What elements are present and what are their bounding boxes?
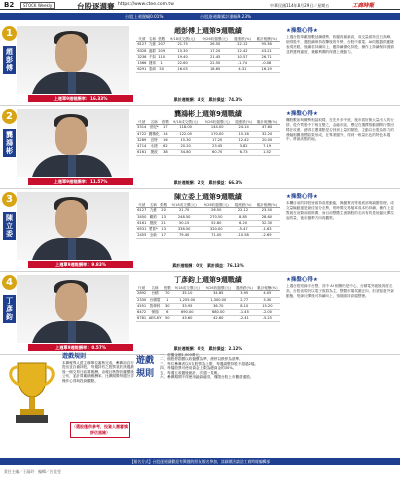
trader-section — [0, 190, 400, 272]
rule-item: 四、每檔股票可使用資金上限為總資金的30%。 — [160, 366, 237, 371]
table-cell: 6781 — [137, 316, 147, 321]
table-cell: 3.82 — [233, 143, 254, 149]
col-close: 9/26收盤價(元) — [200, 202, 232, 208]
table-cell: 1,300.00 — [203, 297, 234, 303]
rule-item: 五、每週五收盤後統計，次週一見報。 — [160, 370, 222, 375]
table-cell: 60.70 — [201, 150, 233, 156]
table-cell: 6472 — [137, 309, 147, 314]
table-cell: 15.18 — [233, 131, 254, 137]
col-change: 週漲跌(%) — [233, 119, 254, 125]
table-title: 趙彭傅上週第9週戰績 — [174, 27, 242, 35]
table-cell: 4722 — [137, 131, 147, 136]
table-cell: 14 — [161, 131, 170, 137]
table-cell: 20 — [159, 208, 168, 214]
table-cell: 21.70 — [168, 208, 200, 214]
table-cell: 愛普* — [148, 226, 158, 231]
table-title: 陳立委上週第9週戰績 — [174, 193, 242, 201]
issue-date: 中華民國114年8月29日／星期五 — [270, 2, 330, 8]
holdings-table — [136, 119, 280, 156]
rule-item: 六、參賽期間不得使用融資融券，僅限台股上市櫃普通股。 — [160, 375, 254, 380]
opinion-box — [286, 26, 396, 54]
return-rate-banner: 上週單9週報酬率：9.83% — [28, 261, 133, 268]
table-cell: 3236 — [137, 54, 147, 59]
col-close: 9/26收盤價(元) — [203, 285, 234, 291]
col-buy: 9/18成交價(元) — [168, 202, 200, 208]
col-change: 週漲跌(%) — [232, 202, 254, 208]
opinion-text: 本欄目前的持股皆維持高度動能，操盤實況等看底部與調節管理，成交量輪動還是最佳加分走勢，短時間交易頻率成本仍持續，操作上並暫緩在這類前面推薦，而目前整體主流類股的走向有的是低檔反彈拉起的量，後市盤勢方向再觀察。 — [286, 201, 394, 220]
col-code: 代號 — [136, 119, 147, 125]
table-cell: 智伸科 — [147, 303, 163, 309]
table-cell: 144.00 — [201, 125, 233, 131]
opinion-box — [286, 275, 396, 299]
col-shares: 張數 — [158, 36, 166, 41]
table-cell: -0.08 — [253, 60, 280, 66]
table-cell: 22.12 — [232, 208, 254, 214]
rules-left-text: 本賽報導人經主辦單位審核完成，參賽前自行提出並自備持股，每週持有之股票須於該週最後一個交易日結算報酬，由報社核對收盤價後公布，並計算累積報酬率，比賽期間每週分享操作心得與投資觀點。 — [62, 360, 134, 383]
table-cell: 15.30 — [166, 48, 199, 54]
table-cell: 690.00 — [172, 309, 203, 315]
table-cell: 30 — [163, 303, 172, 309]
table-cell: 338.50 — [168, 226, 200, 232]
rule-item: 三、每位參賽者以5支股票為上限，每週調整持股不超過2檔。 — [160, 361, 259, 366]
trader-name: 陳立委 — [3, 212, 16, 240]
table-cell: 2330 — [137, 297, 147, 302]
table-cell: -2.41 — [234, 316, 255, 322]
table-cell: 10.57 — [231, 54, 253, 60]
table-cell: 52.80 — [200, 220, 232, 226]
table-cell: 32.30 — [254, 220, 280, 226]
table-cell: 17.20 — [199, 48, 232, 54]
col-name: 名稱 — [148, 202, 159, 208]
table-cell: -5.47 — [232, 226, 254, 232]
table-cell: 8.10 — [234, 303, 255, 309]
rank-badge: 1 — [2, 26, 17, 41]
table-cell: 九豪 — [148, 42, 157, 47]
table-cell: 千如 — [148, 54, 157, 59]
opinion-title: ★操盤心得★ — [286, 28, 318, 34]
table-cell: 保瑞 — [147, 309, 163, 315]
table-cell: 4.05 — [255, 291, 280, 297]
col-buy: 9/18成交價(元) — [170, 119, 202, 125]
table-cell: 15.20 — [255, 303, 280, 309]
rule-item: 二、個股停損價以收盤價為準，漲停以跌停為基準。 — [160, 357, 243, 362]
rank-badge: 4 — [2, 275, 17, 290]
table-cell: 九豪 — [148, 208, 159, 214]
table-cell: 22.12 — [231, 42, 253, 48]
table-cell: 聯鈞 — [148, 214, 159, 220]
page-title: 台股逐週賽 — [77, 1, 115, 11]
page-number: B2 — [4, 1, 15, 9]
table-cell: 全新 — [148, 233, 159, 239]
section-total: 累計週報酬：0支 累計損益：76.13% — [172, 263, 244, 268]
table-cell: 1 — [163, 297, 172, 303]
table-cell: 320.00 — [200, 226, 232, 232]
table-cell: 16.05 — [166, 67, 199, 73]
newspaper-logo: 工商時報 — [352, 3, 375, 9]
table-cell: 4551 — [137, 303, 147, 308]
col-shares: 張數 — [163, 285, 171, 290]
table-cell: 16 — [161, 137, 170, 143]
table-cell: 1566 — [137, 60, 147, 65]
col-close: 9/26收盤價(元) — [201, 119, 233, 125]
col-return: 累計報酬(%) — [253, 36, 280, 42]
table-cell: 6 — [163, 309, 172, 315]
table-cell: 26.50 — [200, 208, 232, 214]
table-cell: 34.85 — [203, 291, 234, 297]
table-cell: 捷邦 — [148, 60, 157, 65]
col-code: 代號 — [136, 285, 147, 291]
table-cell: 4.31 — [231, 67, 253, 73]
trophy-icon — [4, 357, 60, 429]
table-cell: -2.00 — [255, 309, 280, 315]
trader-name: 趙彭傅 — [3, 46, 16, 74]
trader-photo — [17, 275, 129, 343]
trader-name: 龔鴻彬 — [3, 129, 16, 157]
table-cell: 26.50 — [199, 42, 232, 48]
rules-heading: 遊戲規則 — [136, 356, 155, 379]
table-cell: 22.50 — [199, 60, 232, 66]
table-cell: 50 — [157, 67, 166, 73]
table-cell: 21.75 — [166, 42, 199, 48]
opinion-title: ★操盤心得★ — [286, 111, 318, 117]
col-shares: 張數 — [159, 202, 168, 207]
table-cell: 95.36 — [253, 42, 280, 48]
table-cell: 6.73 — [233, 150, 254, 156]
table-cell: 1,255.00 — [172, 297, 203, 303]
index-bar — [0, 13, 400, 20]
table-cell: -10.58 — [232, 233, 254, 239]
holdings-table — [136, 285, 280, 322]
trader-photo — [17, 192, 129, 260]
table-cell: 79.40 — [168, 233, 200, 239]
holdings-table — [136, 202, 280, 239]
table-cell: 1 — [157, 60, 166, 66]
opinion-box — [286, 109, 396, 142]
return-rate-banner: 上週單9週報酬率：16.33% — [28, 95, 133, 102]
table-cell: 3.30 — [255, 297, 280, 303]
table-cell: 6328 — [137, 48, 147, 53]
table-cell: 17 — [159, 233, 168, 239]
col-change: 週漲跌(%) — [231, 36, 253, 42]
trader-photo — [17, 26, 129, 94]
rank-badge: 3 — [2, 192, 17, 207]
trader-section — [0, 107, 400, 189]
opinion-text: 上週台股短線平台整，其中 AI 相關仍是中心，台積電突破後再度走高，台股表現仍以電子族群為主，整體市場氛圍正向，但須留意外資動態，短線反彈後可持續向上，預期維持高檔整理。 — [286, 284, 394, 298]
table-cell: 12.42 — [233, 137, 254, 143]
opinion-box — [286, 192, 396, 220]
return-rate-banner: 上週單9週報酬率：0.57% — [28, 344, 133, 351]
disclaimer-box: （選股僅供參考，投資人應審慎評估風險） — [70, 422, 130, 438]
table-cell: 20.00 — [254, 137, 280, 143]
table-cell: -1.74 — [231, 60, 253, 66]
table-cell: 4714 — [137, 143, 147, 148]
index-weekly: 台股上週漲幅0.01% — [125, 14, 164, 19]
table-cell: 台積 — [147, 291, 163, 297]
table-cell: 118.00 — [170, 125, 202, 131]
table-row — [136, 316, 280, 322]
trader-section — [0, 273, 400, 355]
rules-list — [160, 353, 396, 380]
table-cell: 12.42 — [231, 48, 253, 54]
table-row — [136, 150, 280, 156]
trader-section — [0, 24, 400, 106]
table-cell: 2.77 — [234, 297, 255, 303]
table-cell: 6127 — [137, 208, 147, 213]
trader-name: 丁彥鈞 — [3, 295, 16, 323]
table-cell: -2.69 — [254, 233, 280, 239]
table-cell: 國精化 — [148, 131, 160, 136]
table-cell: 3289 — [137, 137, 147, 142]
table-row — [136, 67, 280, 73]
page-header — [0, 0, 400, 10]
signup-strip: 【報名方式】台股逐週賽歡迎有興趣的朋友報名參加，詳細辦法請洽工商時報編輯部 — [0, 458, 400, 465]
table-cell: 永捷 — [147, 143, 160, 149]
table-cell: 6291 — [137, 67, 147, 72]
col-return: 累計報酬(%) — [254, 202, 280, 208]
table-cell: 13 — [159, 226, 168, 232]
rules-left — [62, 353, 136, 383]
table-cell: 6161 — [137, 220, 147, 225]
table-cell: 248.50 — [168, 214, 200, 220]
table-cell: 43.21 — [253, 48, 280, 54]
table-title: 丁彥鈞上週第9週戰績 — [174, 276, 242, 284]
section-total: 累計週報酬：2支 累計損益：66.3% — [173, 180, 243, 185]
table-cell: 170.00 — [201, 131, 233, 137]
table-cell: 23.45 — [201, 143, 233, 149]
table-cell: 6.20 — [232, 220, 254, 226]
rule-item: 一、虛擬金額1,000萬元。 — [160, 353, 203, 357]
holdings-table — [136, 36, 280, 73]
table-cell: 35.10 — [172, 291, 203, 297]
table-title: 龔鴻彬上週第9週戰績 — [174, 110, 242, 118]
section-tag: STOCK Weekly — [20, 2, 55, 9]
table-cell: 16.19 — [253, 67, 280, 73]
table-cell: 宜特 — [147, 137, 160, 143]
table-cell: -1.45 — [234, 309, 255, 315]
site-url[interactable]: https://www.ctee.com.tw — [118, 2, 174, 7]
col-buy: 9/18成交價(元) — [172, 285, 203, 291]
table-cell: AES-KY — [148, 316, 162, 321]
col-name: 名稱 — [147, 285, 163, 291]
table-cell: 2892 — [137, 291, 147, 296]
table-cell: 26.71 — [253, 54, 280, 60]
table-cell: 207 — [158, 42, 166, 47]
table-cell: 38 — [161, 150, 170, 156]
table-cell: 42.60 — [203, 316, 234, 322]
table-cell: 33.95 — [172, 303, 203, 309]
table-cell: 捷波 — [147, 150, 160, 156]
table-cell: 8.85 — [232, 214, 254, 220]
table-cell: 43.60 — [172, 316, 203, 322]
table-cell: 18.65 — [199, 67, 232, 73]
table-cell: 台積電 — [147, 297, 163, 303]
table-cell: 7.19 — [254, 143, 280, 149]
table-cell: 54.80 — [170, 150, 202, 156]
trader-photo — [17, 109, 129, 177]
rules-left-title: 遊戲規則 — [62, 353, 87, 360]
editor-credit: 責任主編／石瑜玲 編輯／呂佳雯 — [4, 469, 61, 474]
table-cell: 6161 — [137, 150, 147, 155]
section-total: 累計週報酬：0支 累計損益：2.12% — [173, 346, 243, 351]
table-cell: 209 — [158, 48, 166, 53]
table-cell: -1.63 — [254, 226, 280, 232]
table-cell: 17.20 — [201, 137, 233, 143]
table-cell: 13 — [159, 214, 168, 220]
table-cell: 泰商 — [148, 67, 157, 72]
col-change: 週漲跌(%) — [235, 285, 253, 290]
table-cell: 20.20 — [170, 143, 202, 149]
table-cell: 22.60 — [166, 60, 199, 66]
table-cell: 47.60 — [254, 125, 280, 131]
table-cell: 盛群 — [148, 48, 157, 53]
col-shares: 張數 — [161, 119, 169, 124]
table-cell: 3.95 — [234, 291, 255, 297]
table-cell: 19.40 — [166, 54, 199, 60]
opinion-title: ★操盤心得★ — [286, 277, 318, 283]
section-total: 累計週報酬：4支 累計損益：74.3% — [173, 97, 243, 102]
table-row — [136, 233, 280, 239]
table-cell: 680.00 — [203, 309, 234, 315]
opinion-title: ★操盤心得★ — [286, 194, 318, 200]
return-rate-banner: 上週單9週報酬率：11.57% — [28, 178, 133, 185]
col-code: 代號 — [136, 36, 148, 42]
index-cumulative: 台股逐週賽累計漲幅9.23% — [200, 14, 251, 19]
col-close: 9/26收盤價(元) — [199, 36, 232, 42]
table-cell: 122.00 — [170, 131, 202, 137]
opinion-text: 欄股數如與權勢相當取樣，在先升多中底，後市看好無大量出入的行情，從介買股中下相互變之，金融市區，標記在選擇推動期間行情回穩在攻漲，總得主題重點是否回到上量的類股，主動以台股為推力的漲幅相關指標結果形成，在專業盤外，得到一般量出色的特色本週中，將最高點的地。 — [286, 118, 394, 142]
col-code: 代號 — [136, 202, 148, 208]
table-cell: 24.14 — [233, 125, 254, 131]
table-cell: 36.70 — [203, 303, 234, 309]
table-cell: 21.45 — [199, 54, 232, 60]
table-cell: 6531 — [137, 226, 147, 231]
rank-badge: 2 — [2, 109, 17, 124]
table-cell: 3450 — [137, 214, 147, 219]
table-cell: 17 — [161, 125, 170, 131]
table-cell: 71.00 — [200, 233, 232, 239]
table-cell: 世紀* — [147, 125, 160, 131]
table-cell: 15.30 — [170, 137, 202, 143]
table-cell: 32.20 — [254, 131, 280, 137]
table-cell: 110 — [158, 54, 166, 59]
col-name: 名稱 — [148, 36, 157, 41]
table-cell: 23.50 — [254, 208, 280, 214]
table-cell: 28.60 — [254, 214, 280, 220]
col-return: 累計報酬(%) — [255, 285, 280, 291]
table-cell: 1.52 — [254, 150, 280, 156]
table-cell: 270.50 — [200, 214, 232, 220]
table-cell: 50 — [163, 316, 172, 322]
table-cell: 捷波 — [148, 220, 159, 226]
col-return: 累計報酬(%) — [254, 119, 280, 125]
table-cell: 2455 — [137, 233, 147, 238]
col-name: 名稱 — [147, 119, 160, 125]
table-cell: 50.15 — [168, 220, 200, 226]
opinion-text: 上週台股奉獻指數延續漲勢，收盤再創新高，成交量維持近日高峰，個別股中，選股續保持攻擊後的升勢，台股中重電、AI伺服器供應鏈表現亮眼，後續若持續向上，應持續優化持股，操作上持續保持謹慎並將獲利適度，兼顧利潤的保護上漲動力。 — [286, 35, 394, 54]
table-cell: 6127 — [137, 42, 147, 47]
table-cell: -5.25 — [255, 316, 280, 322]
table-cell: 21 — [159, 220, 168, 226]
table-cell: 70 — [163, 291, 172, 297]
col-buy: 9/18成交價(元) — [166, 36, 199, 42]
table-cell: 62 — [161, 143, 170, 149]
table-cell: 5314 — [137, 125, 147, 130]
